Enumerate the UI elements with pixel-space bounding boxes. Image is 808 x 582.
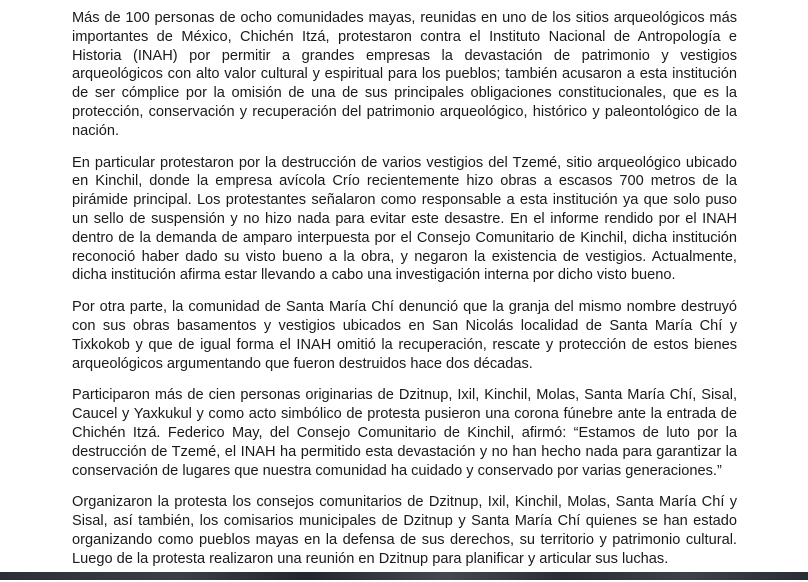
paragraph-4: Participaron más de cien personas originarias de Dzitnup, Ixil, Kinchil, Molas, Santa María Chí, Sisal, Caucel y Yaxkukul y como acto simbólico de protesta pusieron una corona fúnebre ante la entrada de Chichén Itzá. Federico May, del Consejo Comunitario de Kinchil, afirmó: “Estamos de luto por la destrucción de Tzemé, el INAH ha permitido esta devastación y no han hecho nada para garantizar la conservación de lugares que nuestra comunidad ha cuidado y conservado por varias generaciones.”: [72, 387, 737, 479]
paragraph-1: Más de 100 personas de ocho comunidades mayas, reunidas en uno de los sitios arqueológicos más importantes de México, Chichén Itzá, protestaron contra el Instituto Nacional de Antropología e Historia (INAH) por permitir a grandes empresas la devastación de patrimonio y vestigios arqueológicos con alto valor cultural y espiritual para los pueblos; también acusaron a esta institución de ser cómplice por la omisión de una de sus principales obligaciones constitucionales, que es la protección, conservación y recuperación del patrimonio arqueológico, histórico y paleontológico de la nación.: [72, 10, 737, 139]
paragraph-2: En particular protestaron por la destrucción de varios vestigios del Tzemé, sitio arqueológico ubicado en Kinchil, donde la empresa avícola Crío recientemente hizo obras a escasos 700 metros de la pirámide principal. Los protestantes señalaron como responsable a esta institución ya que solo puso un sello de suspensión y no hizo nada para evitar este desastre. En el informe rendido por el INAH dentro de la demanda de amparo interpuesta por el Consejo Comunitario de Kinchil, dicha institución reconoció haber dado su visto bueno a la obra, y negaron la existencia de vestigios. Actualmente, dicha institución afirma estar llevando a cabo una investigación interna por dicho visto bueno.: [72, 154, 737, 284]
paragraph-3: Por otra parte, la comunidad de Santa María Chí denunció que la granja del mismo nombre destruyó con sus obras basamentos y vestigios ubicados en San Nicolás localidad de Santa María Chí y Tixkokob y que de igual forma el INAH omitió la recuperación, rescate y protección de estos bienes arqueológicos argumentando que fueron destruidos hace dos décadas.: [72, 299, 737, 372]
screen-bottom-edge: [0, 572, 808, 580]
article-body: [72, 9, 737, 582]
paragraph-5: Organizaron la protesta los consejos comunitarios de Dzitnup, Ixil, Kinchil, Molas, Santa María Chí y Sisal, así también, los comisarios municipales de Dzitnup y Santa María Chí quienes se han estado organizando como pueblos mayas en la defensa de sus derechos, su territorio y patrimonio cultural. Luego de la protesta realizaron una reunión en Dzitnup para planificar y articular sus luchas.: [72, 494, 737, 567]
